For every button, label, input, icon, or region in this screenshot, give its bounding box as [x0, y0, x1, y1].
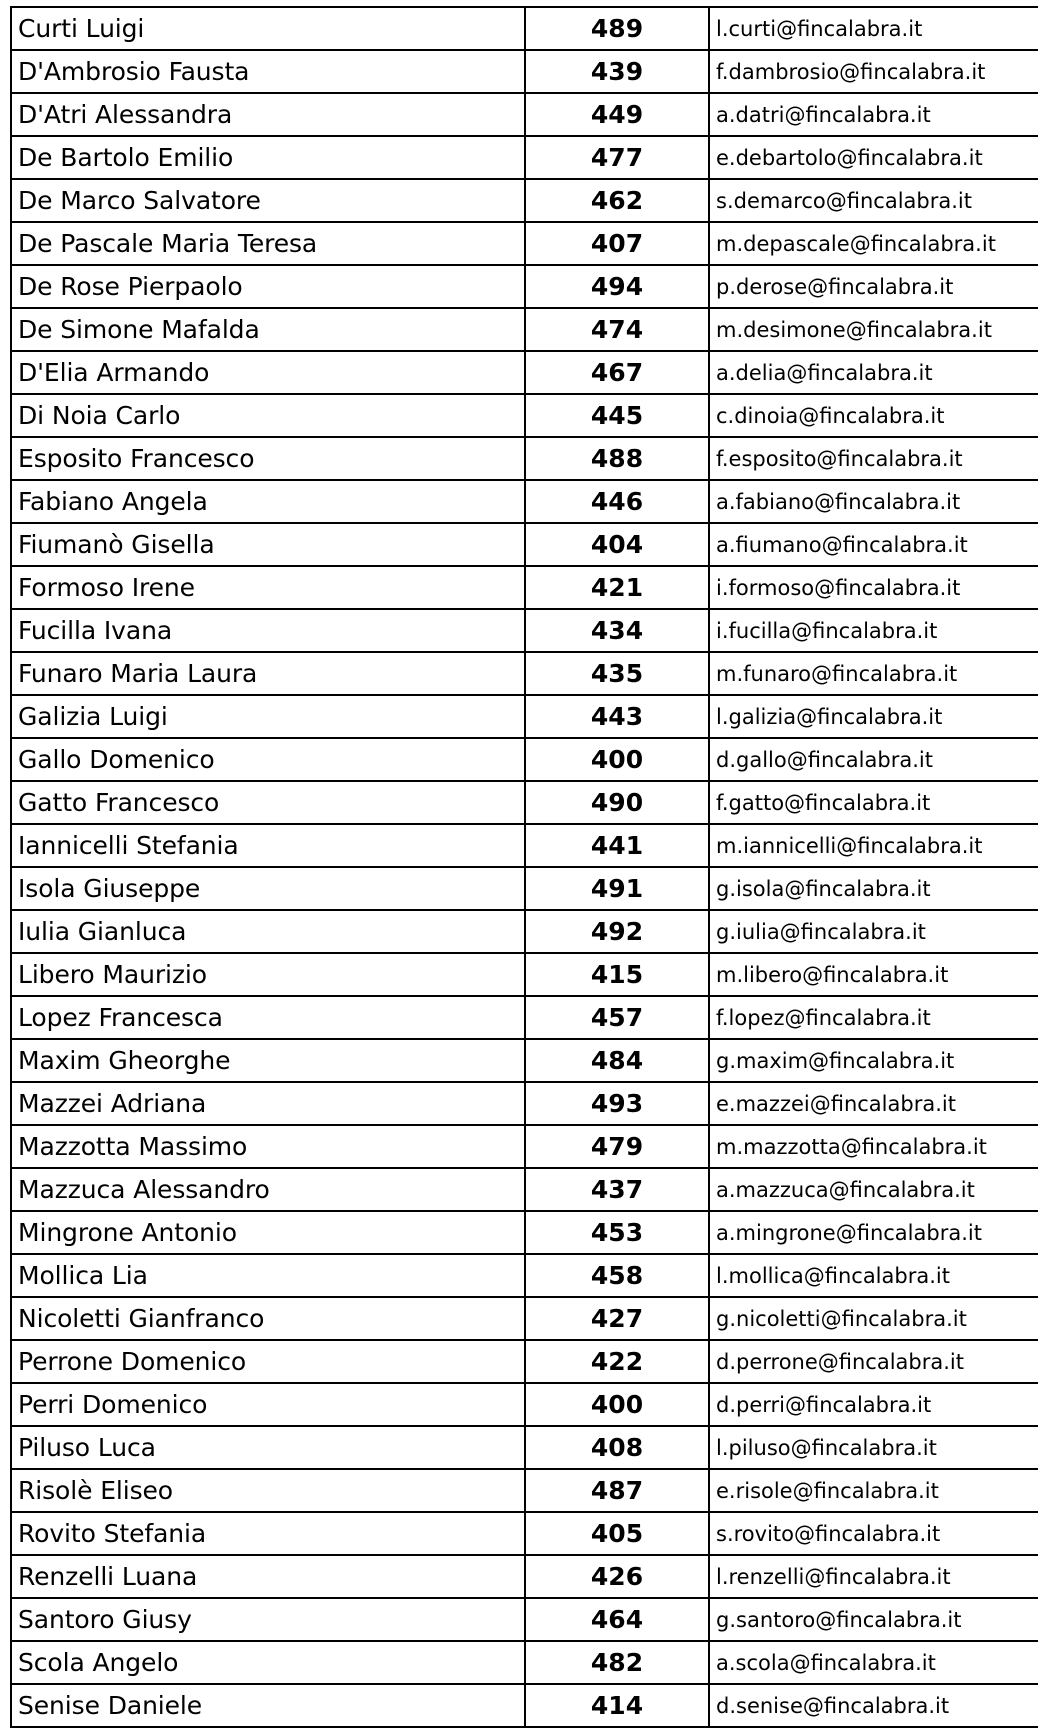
- table-row: [11, 265, 1038, 308]
- contact-extension: 474: [525, 308, 709, 351]
- contact-name: Rovito Stefania: [11, 1512, 525, 1555]
- contact-name: Funaro Maria Laura: [11, 652, 525, 695]
- table-row: [11, 910, 1038, 953]
- contact-extension: 422: [525, 1340, 709, 1383]
- contact-email: d.perri@fincalabra.it: [709, 1383, 1038, 1426]
- contact-extension: 488: [525, 437, 709, 480]
- contact-extension: 453: [525, 1211, 709, 1254]
- contact-email: a.scola@fincalabra.it: [709, 1641, 1038, 1684]
- contact-email: m.iannicelli@fincalabra.it: [709, 824, 1038, 867]
- contacts-table-body: [11, 7, 1038, 1727]
- contact-name: Senise Daniele: [11, 1684, 525, 1727]
- contact-name: Libero Maurizio: [11, 953, 525, 996]
- table-row: [11, 50, 1038, 93]
- table-row: [11, 1211, 1038, 1254]
- table-row: [11, 1340, 1038, 1383]
- contact-name: Curti Luigi: [11, 7, 525, 50]
- contact-extension: 445: [525, 394, 709, 437]
- contact-email: l.galizia@fincalabra.it: [709, 695, 1038, 738]
- contact-email: m.libero@fincalabra.it: [709, 953, 1038, 996]
- contact-extension: 437: [525, 1168, 709, 1211]
- contact-name: Renzelli Luana: [11, 1555, 525, 1598]
- contact-extension: 427: [525, 1297, 709, 1340]
- contact-email: e.mazzei@fincalabra.it: [709, 1082, 1038, 1125]
- table-row: [11, 1039, 1038, 1082]
- table-row: [11, 1297, 1038, 1340]
- contact-extension: 482: [525, 1641, 709, 1684]
- table-row: [11, 1383, 1038, 1426]
- contact-name: Iannicelli Stefania: [11, 824, 525, 867]
- contact-name: Mazzuca Alessandro: [11, 1168, 525, 1211]
- contact-extension: 414: [525, 1684, 709, 1727]
- contact-email: l.curti@fincalabra.it: [709, 7, 1038, 50]
- contact-name: D'Elia Armando: [11, 351, 525, 394]
- table-row: [11, 308, 1038, 351]
- contact-extension: 415: [525, 953, 709, 996]
- contact-name: Gatto Francesco: [11, 781, 525, 824]
- table-row: [11, 824, 1038, 867]
- contact-extension: 494: [525, 265, 709, 308]
- contact-extension: 484: [525, 1039, 709, 1082]
- contact-email: p.derose@fincalabra.it: [709, 265, 1038, 308]
- contact-extension: 408: [525, 1426, 709, 1469]
- contact-name: Mazzei Adriana: [11, 1082, 525, 1125]
- contact-email: i.formoso@fincalabra.it: [709, 566, 1038, 609]
- contact-email: f.lopez@fincalabra.it: [709, 996, 1038, 1039]
- contact-email: m.desimone@fincalabra.it: [709, 308, 1038, 351]
- contact-extension: 400: [525, 738, 709, 781]
- contact-name: Santoro Giusy: [11, 1598, 525, 1641]
- table-row: [11, 1684, 1038, 1727]
- contact-name: D'Ambrosio Fausta: [11, 50, 525, 93]
- contact-name: Isola Giuseppe: [11, 867, 525, 910]
- contact-email: f.esposito@fincalabra.it: [709, 437, 1038, 480]
- table-row: [11, 1598, 1038, 1641]
- contact-name: Esposito Francesco: [11, 437, 525, 480]
- contact-extension: 491: [525, 867, 709, 910]
- contact-name: De Simone Mafalda: [11, 308, 525, 351]
- contact-extension: 435: [525, 652, 709, 695]
- contact-extension: 407: [525, 222, 709, 265]
- contact-name: Galizia Luigi: [11, 695, 525, 738]
- contact-name: De Marco Salvatore: [11, 179, 525, 222]
- contact-name: Gallo Domenico: [11, 738, 525, 781]
- contact-name: Formoso Irene: [11, 566, 525, 609]
- contact-name: Maxim Gheorghe: [11, 1039, 525, 1082]
- table-row: [11, 1426, 1038, 1469]
- contact-name: Perrone Domenico: [11, 1340, 525, 1383]
- contact-name: Fabiano Angela: [11, 480, 525, 523]
- contact-email: f.dambrosio@fincalabra.it: [709, 50, 1038, 93]
- contact-extension: 434: [525, 609, 709, 652]
- contact-name: Mollica Lia: [11, 1254, 525, 1297]
- table-row: [11, 996, 1038, 1039]
- contact-extension: 487: [525, 1469, 709, 1512]
- contact-email: d.senise@fincalabra.it: [709, 1684, 1038, 1727]
- table-row: [11, 1082, 1038, 1125]
- table-row: [11, 136, 1038, 179]
- contact-name: Di Noia Carlo: [11, 394, 525, 437]
- contact-email: a.mazzuca@fincalabra.it: [709, 1168, 1038, 1211]
- contact-extension: 441: [525, 824, 709, 867]
- table-row: [11, 1641, 1038, 1684]
- contact-email: l.mollica@fincalabra.it: [709, 1254, 1038, 1297]
- table-row: [11, 609, 1038, 652]
- table-row: [11, 867, 1038, 910]
- table-row: [11, 1469, 1038, 1512]
- contact-email: g.nicoletti@fincalabra.it: [709, 1297, 1038, 1340]
- contact-extension: 493: [525, 1082, 709, 1125]
- table-row: [11, 222, 1038, 265]
- table-row: [11, 7, 1038, 50]
- contact-name: D'Atri Alessandra: [11, 93, 525, 136]
- contact-name: Fucilla Ivana: [11, 609, 525, 652]
- contact-extension: 421: [525, 566, 709, 609]
- contact-extension: 446: [525, 480, 709, 523]
- table-row: [11, 437, 1038, 480]
- table-row: [11, 781, 1038, 824]
- contact-name: De Pascale Maria Teresa: [11, 222, 525, 265]
- contact-email: a.mingrone@fincalabra.it: [709, 1211, 1038, 1254]
- contact-extension: 404: [525, 523, 709, 566]
- contact-email: s.demarco@fincalabra.it: [709, 179, 1038, 222]
- contact-extension: 449: [525, 93, 709, 136]
- contact-name: Scola Angelo: [11, 1641, 525, 1684]
- contact-name: Mingrone Antonio: [11, 1211, 525, 1254]
- contact-email: d.gallo@fincalabra.it: [709, 738, 1038, 781]
- contact-email: s.rovito@fincalabra.it: [709, 1512, 1038, 1555]
- contact-name: Lopez Francesca: [11, 996, 525, 1039]
- table-row: [11, 1168, 1038, 1211]
- contact-email: e.risole@fincalabra.it: [709, 1469, 1038, 1512]
- contact-email: g.santoro@fincalabra.it: [709, 1598, 1038, 1641]
- table-row: [11, 738, 1038, 781]
- contact-email: l.renzelli@fincalabra.it: [709, 1555, 1038, 1598]
- contact-email: g.isola@fincalabra.it: [709, 867, 1038, 910]
- contact-extension: 490: [525, 781, 709, 824]
- table-row: [11, 1555, 1038, 1598]
- contact-extension: 477: [525, 136, 709, 179]
- contact-name: Perri Domenico: [11, 1383, 525, 1426]
- contact-email: c.dinoia@fincalabra.it: [709, 394, 1038, 437]
- table-row: [11, 351, 1038, 394]
- contact-name: De Bartolo Emilio: [11, 136, 525, 179]
- contact-extension: 400: [525, 1383, 709, 1426]
- contact-extension: 426: [525, 1555, 709, 1598]
- contact-email: e.debartolo@fincalabra.it: [709, 136, 1038, 179]
- contact-email: m.funaro@fincalabra.it: [709, 652, 1038, 695]
- contact-email: l.piluso@fincalabra.it: [709, 1426, 1038, 1469]
- contact-name: Piluso Luca: [11, 1426, 525, 1469]
- contact-email: g.maxim@fincalabra.it: [709, 1039, 1038, 1082]
- table-row: [11, 480, 1038, 523]
- table-row: [11, 566, 1038, 609]
- contact-extension: 467: [525, 351, 709, 394]
- contact-email: d.perrone@fincalabra.it: [709, 1340, 1038, 1383]
- contact-extension: 443: [525, 695, 709, 738]
- table-row: [11, 394, 1038, 437]
- table-row: [11, 1125, 1038, 1168]
- contact-name: Fiumanò Gisella: [11, 523, 525, 566]
- table-row: [11, 695, 1038, 738]
- contacts-table: [10, 6, 1038, 1728]
- table-row: [11, 1254, 1038, 1297]
- contact-email: m.depascale@fincalabra.it: [709, 222, 1038, 265]
- contact-extension: 464: [525, 1598, 709, 1641]
- contact-email: m.mazzotta@fincalabra.it: [709, 1125, 1038, 1168]
- contact-email: a.datri@fincalabra.it: [709, 93, 1038, 136]
- table-row: [11, 652, 1038, 695]
- contact-name: De Rose Pierpaolo: [11, 265, 525, 308]
- contact-extension: 458: [525, 1254, 709, 1297]
- contact-extension: 439: [525, 50, 709, 93]
- table-row: [11, 523, 1038, 566]
- contact-email: f.gatto@fincalabra.it: [709, 781, 1038, 824]
- table-row: [11, 1512, 1038, 1555]
- contact-email: a.delia@fincalabra.it: [709, 351, 1038, 394]
- contact-extension: 492: [525, 910, 709, 953]
- contact-email: a.fiumano@fincalabra.it: [709, 523, 1038, 566]
- table-row: [11, 179, 1038, 222]
- contact-name: Mazzotta Massimo: [11, 1125, 525, 1168]
- contact-name: Iulia Gianluca: [11, 910, 525, 953]
- contact-email: g.iulia@fincalabra.it: [709, 910, 1038, 953]
- contact-extension: 479: [525, 1125, 709, 1168]
- contact-name: Risolè Eliseo: [11, 1469, 525, 1512]
- contact-extension: 489: [525, 7, 709, 50]
- contact-extension: 457: [525, 996, 709, 1039]
- contact-extension: 462: [525, 179, 709, 222]
- table-row: [11, 953, 1038, 996]
- table-row: [11, 93, 1038, 136]
- contact-email: a.fabiano@fincalabra.it: [709, 480, 1038, 523]
- contact-name: Nicoletti Gianfranco: [11, 1297, 525, 1340]
- contact-extension: 405: [525, 1512, 709, 1555]
- contact-email: i.fucilla@fincalabra.it: [709, 609, 1038, 652]
